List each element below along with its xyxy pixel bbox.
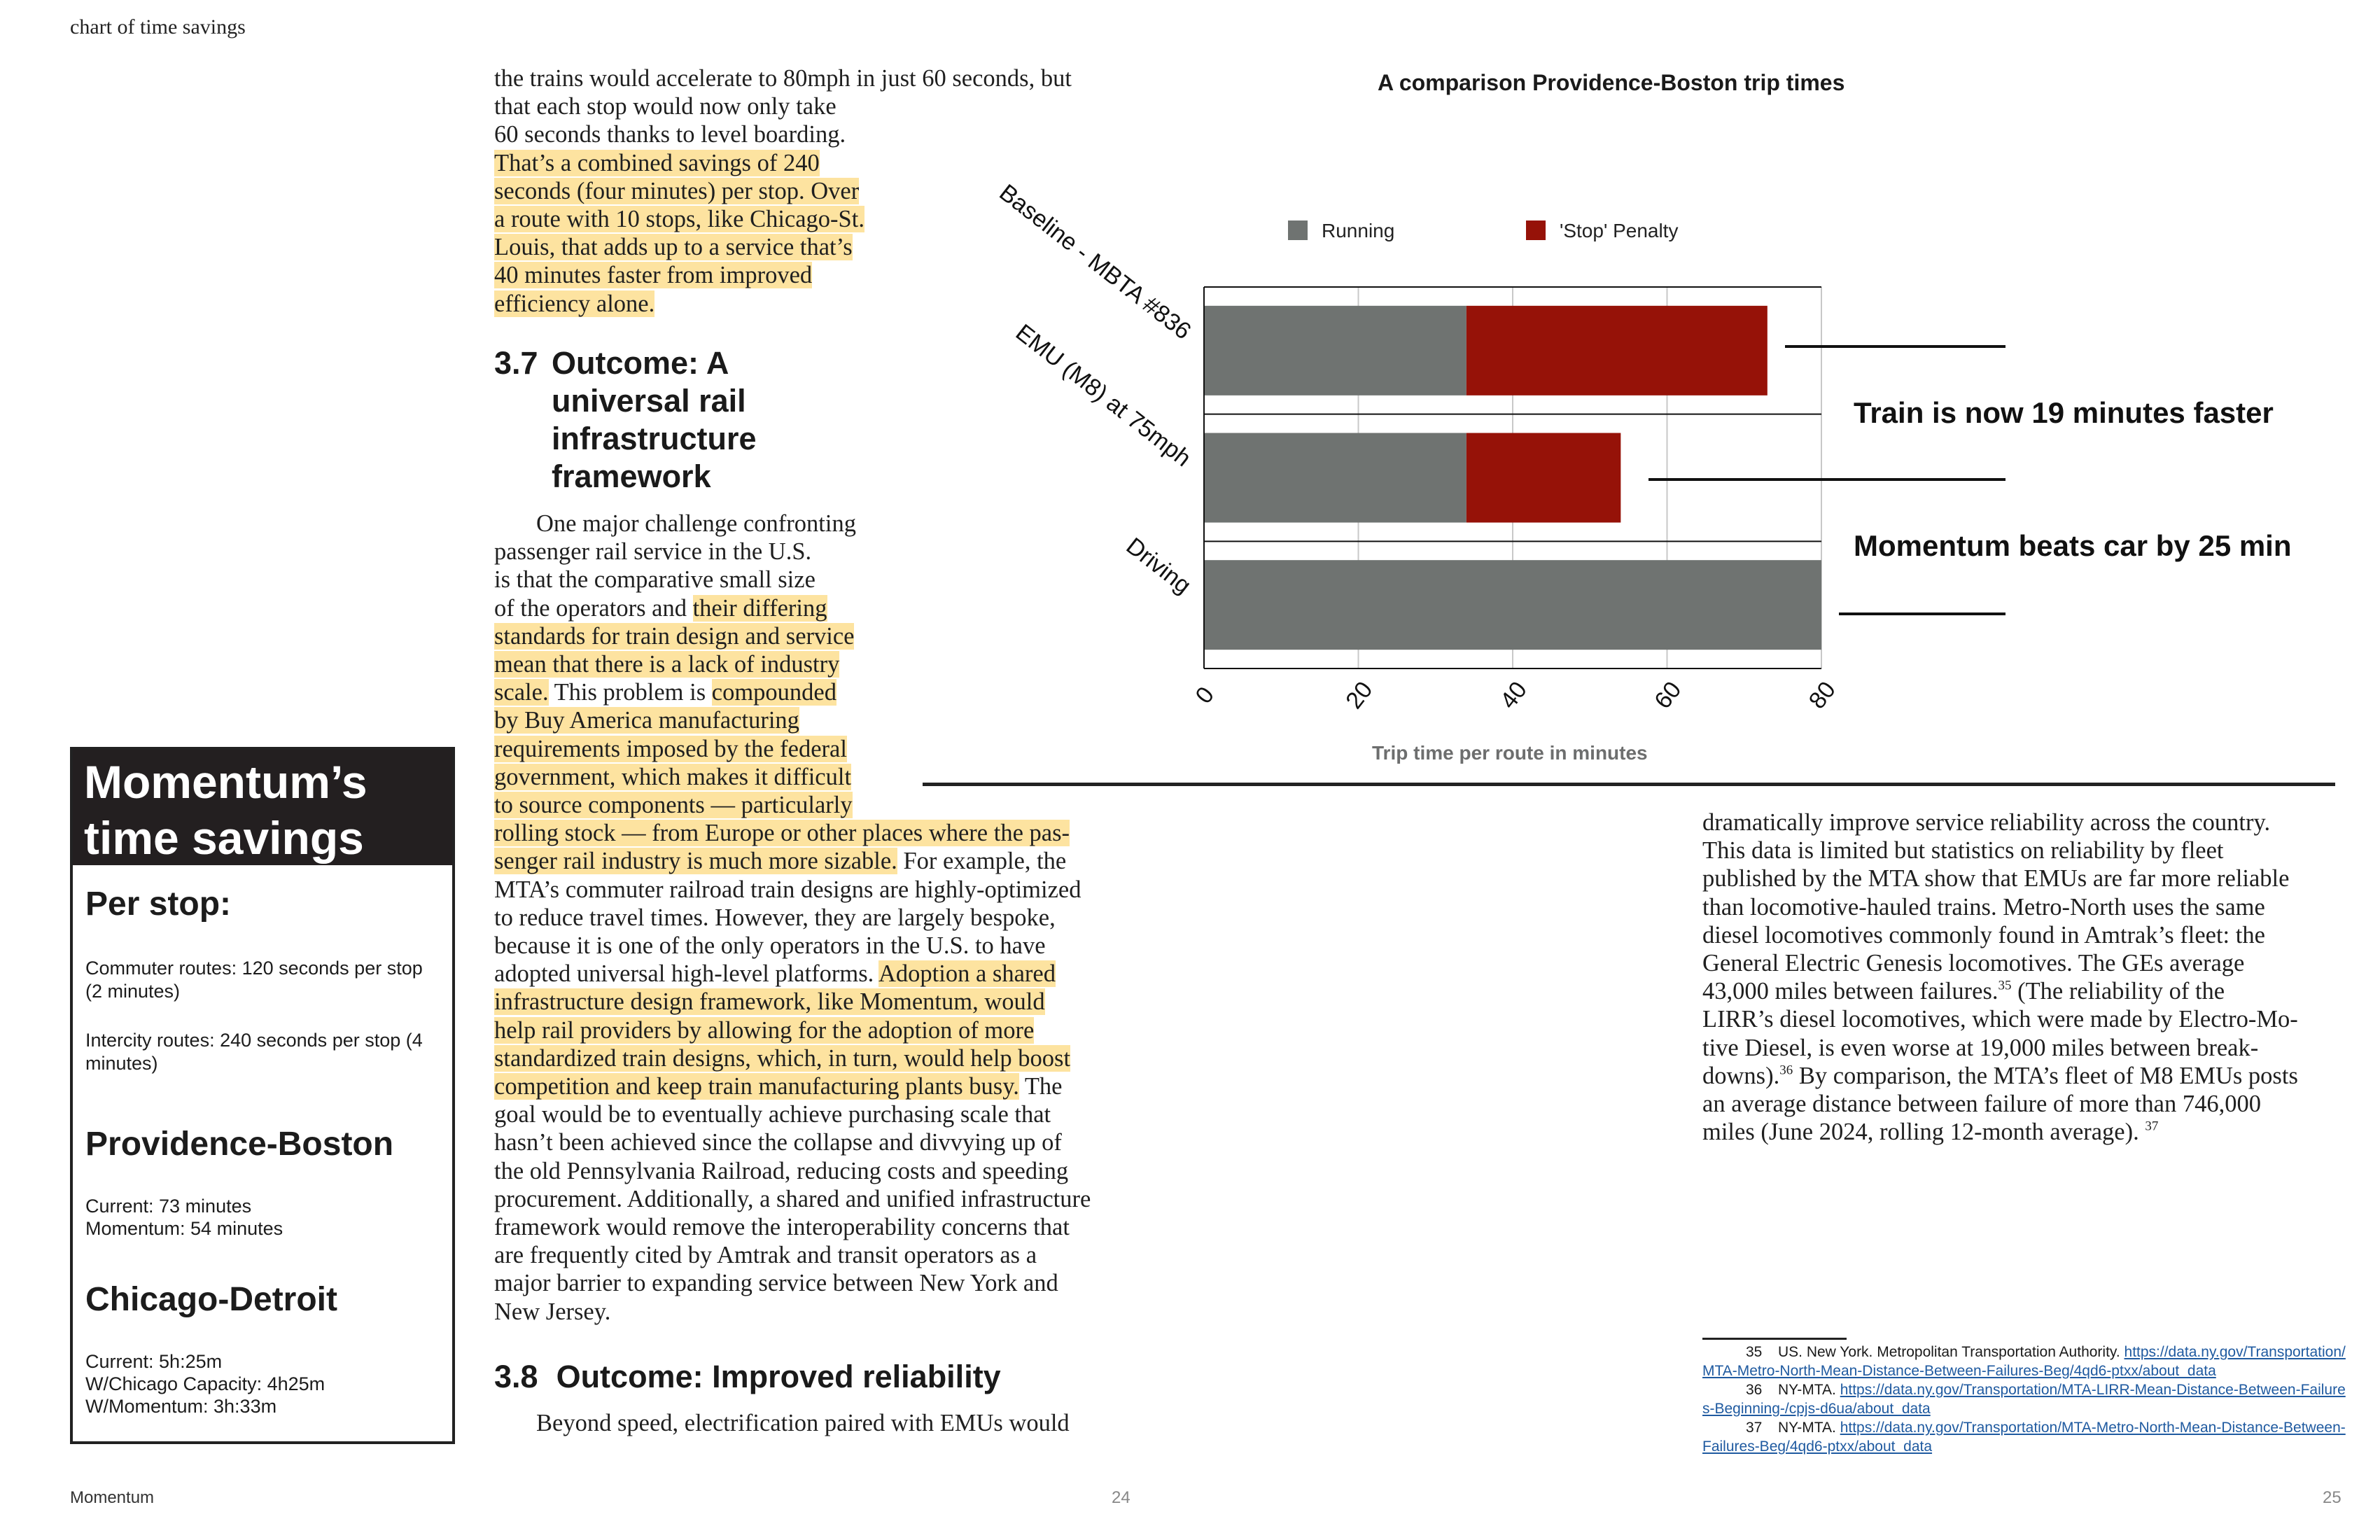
paragraph-line (1702, 836, 2346, 864)
highlighted-text: senger rail industry is much more sizable. (494, 848, 897, 875)
x-tick-label: 40 (1494, 676, 1532, 714)
paragraph-line (494, 706, 1166, 734)
text-run: diesel locomotives commonly found in Amtrak’s fleet: the (1702, 921, 2265, 948)
highlighted-text: standards for train design and service (494, 622, 855, 650)
paragraph-line (1702, 1118, 2346, 1146)
commuter-savings: Commuter routes: 120 seconds per stop (2 minutes) (85, 958, 423, 1002)
text-run: LIRR’s diesel locomotives, which were made by Electro-Mo- (1702, 1006, 2298, 1033)
paragraph-line (494, 64, 1159, 92)
category-label: EMU (M8) at 75mph (1010, 318, 1196, 472)
paragraph-line (494, 932, 1166, 960)
text-run: This problem is (548, 679, 712, 706)
paragraph-line (494, 819, 1166, 847)
paragraph-line (494, 1157, 1166, 1185)
text-run: than locomotive-hauled trains. Metro-North uses the same (1702, 893, 2265, 920)
paragraph-line (494, 763, 1166, 791)
paragraph-line (494, 1241, 1166, 1269)
cd-current: Current: 5h:25m (85, 1351, 223, 1372)
paragraph-line (494, 1016, 1166, 1044)
paragraph-line (1702, 977, 2346, 1005)
legend-swatch-stop-penalty (1526, 220, 1546, 240)
highlighted-text: requirements imposed by the federal (494, 735, 847, 762)
text-run: General Electric Genesis locomotives. The GEs average (1702, 950, 2245, 977)
paragraph-line (1702, 808, 2346, 836)
x-tick-label: 0 (1190, 682, 1220, 709)
highlighted-text: help rail providers by allowing for the adoption of more (494, 1016, 1035, 1044)
text-run: For example, the (897, 848, 1067, 875)
paragraph-line (1702, 893, 2346, 921)
text-run: is that the comparative small size (494, 566, 816, 594)
paragraph-line (494, 1072, 1166, 1100)
box-title-line: Momentum’s (84, 756, 368, 808)
text-run: (The reliability of the (2011, 978, 2225, 1005)
text-run: This data is limited but statistics on reliability by fleet (1702, 837, 2224, 864)
highlighted-text: to source components — particularly (494, 792, 853, 819)
text-run: downs). (1702, 1062, 1780, 1089)
paragraph-line: Beyond speed, electrification paired with EMUs would (536, 1410, 1070, 1436)
paragraph-line (494, 594, 1166, 622)
highlighted-text: Louis, that adds up to a service that’s (494, 234, 853, 261)
chicago-detroit-heading: Chicago-Detroit (85, 1281, 337, 1318)
text-run: New Jersey. (494, 1298, 611, 1325)
text-run: framework would remove the interoperability concerns that (494, 1214, 1070, 1241)
text-run: 60 seconds thanks to level boarding. (494, 121, 846, 148)
reliability-paragraph (1702, 808, 2346, 1146)
paragraph-line (494, 904, 1166, 932)
highlighted-text: infrastructure design framework, like Momentum, would (494, 988, 1045, 1016)
footnote-link[interactable]: https://data.ny.gov/Transportation/MTA-Metro-North-Mean-Distance-Between-Failures-Beg/4qd6-ptxx/about_data (1702, 1420, 2346, 1455)
paragraph-line (1702, 1062, 2346, 1090)
text-run: adopted universal high-level platforms. (494, 960, 878, 988)
text-run: are frequently cited by Amtrak and transit operators as a (494, 1242, 1037, 1269)
text-run: passenger rail service in the U.S. (494, 538, 812, 566)
page-number-left: 24 (1112, 1488, 1130, 1507)
paragraph-line (494, 1213, 1166, 1241)
text-run: procurement. Additionally, a shared and unified infrastructure (494, 1185, 1091, 1212)
text-run: to reduce travel times. However, they are largely bespoke, (494, 904, 1056, 931)
paragraph-line (1702, 864, 2346, 892)
legend-label: 'Stop' Penalty (1560, 220, 1679, 241)
text-run: By comparison, the MTA’s fleet of M8 EMUs posts (1793, 1062, 2298, 1089)
bar-stop-penalty (1466, 306, 1768, 396)
bar-running (1204, 306, 1466, 396)
cd-momentum: W/Momentum: 3h:33m (85, 1396, 277, 1417)
highlighted-text: compounded (711, 679, 836, 706)
paragraph-line (494, 233, 1159, 261)
per-stop-heading: Per stop: (85, 886, 232, 923)
paragraph-line (494, 510, 1166, 538)
paragraph-line (494, 92, 1159, 120)
text-run: 43,000 miles between failures. (1702, 978, 1998, 1005)
section-3-8-heading (494, 1358, 1001, 1396)
footnote-rule (1702, 1338, 1847, 1340)
paragraph-line (494, 960, 1166, 988)
paragraph-line (494, 205, 1159, 233)
paragraph-line (1702, 1034, 2346, 1062)
section-number: 3.7 (494, 345, 538, 381)
box-title-line: time savings (84, 812, 364, 864)
section-title: Outcome: A universal rail infrastructure framework (552, 345, 757, 494)
paragraph-line (1702, 1005, 2346, 1033)
x-axis-title: Trip time per route in minutes (1372, 742, 1648, 764)
highlighted-text: government, which makes it difficult (494, 763, 852, 790)
highlighted-text: a route with 10 stops, like Chicago-St. (494, 206, 864, 233)
highlighted-text: mean that there is a lack of industry (494, 651, 840, 678)
footnote-ref[interactable]: 37 (2145, 1119, 2159, 1134)
footnote-link[interactable]: https://data.ny.gov/Transportation/MTA-Metro-North-Mean-Distance-Between-Failures-Beg/4qd6-ptxx/about_data (1702, 1344, 2346, 1379)
highlighted-text: scale. (494, 679, 549, 706)
legend-stop-penalty (1526, 220, 1678, 242)
text-run: dramatically improve service reliability across the country. (1702, 809, 2271, 836)
category-label: Baseline - MBTA #836 (994, 178, 1196, 345)
paragraph-line (494, 847, 1166, 875)
text-run: an average distance between failure of more than 746,000 (1702, 1091, 2261, 1118)
highlighted-text: 40 minutes faster from improved (494, 262, 813, 289)
legend-label: Running (1322, 220, 1395, 241)
x-tick-label: 80 (1803, 676, 1841, 714)
text-run: miles (June 2024, rolling 12-month average). (1702, 1119, 2146, 1146)
footnotes (1702, 1343, 2346, 1456)
bar-running (1204, 560, 1821, 650)
text-run: MTA’s commuter railroad train designs are highly-optimized (494, 876, 1082, 903)
highlighted-text: by Buy America manufacturing (494, 707, 799, 734)
annotation-beats-car: Momentum beats car by 25 min (1854, 529, 2292, 562)
providence-boston-heading: Providence-Boston (85, 1126, 394, 1163)
section-title: Outcome: Improved reliability (556, 1359, 1001, 1394)
page-number-right: 25 (2323, 1488, 2342, 1507)
pb-current: Current: 73 minutes (85, 1196, 252, 1217)
paragraph-line (494, 650, 1166, 678)
paragraph-line (494, 149, 1159, 177)
footnote (1702, 1343, 2346, 1380)
paragraph-line (494, 678, 1166, 706)
highlighted-text: Adoption a shared (878, 960, 1056, 988)
paragraph-line (494, 735, 1166, 763)
highlighted-text: efficiency alone. (494, 290, 655, 317)
box-title (73, 750, 452, 865)
section-3-8-paragraph (494, 1409, 1166, 1437)
x-tick-label: 20 (1340, 676, 1378, 714)
paragraph-line (494, 290, 1159, 318)
legend-running (1288, 220, 1394, 242)
pb-momentum: Momentum: 54 minutes (85, 1218, 284, 1239)
highlighted-text: rolling stock — from Europe or other places where the pas- (494, 820, 1070, 847)
paragraph-line (494, 1185, 1166, 1213)
text-run: that each stop would now only take (494, 93, 836, 120)
paragraph-line (494, 622, 1166, 650)
text-run: the old Pennsylvania Railroad, reducing costs and speeding (494, 1157, 1069, 1184)
paragraph-line (494, 1298, 1166, 1326)
footnote-ref[interactable]: 35 (1998, 978, 2012, 993)
running-head: chart of time savings (70, 15, 246, 38)
category-label: Driving (1121, 532, 1196, 599)
paragraph-line (1702, 949, 2346, 977)
bar-running (1204, 433, 1466, 523)
text-run: of the operators and (494, 594, 693, 622)
footer-title: Momentum (70, 1488, 155, 1507)
text-run: because it is one of the only operators in the U.S. to have (494, 932, 1046, 960)
bar-stop-penalty (1466, 433, 1621, 523)
text-run: goal would be to eventually achieve purchasing scale that (494, 1101, 1051, 1128)
paragraph-line (494, 1128, 1166, 1156)
time-savings-box (70, 747, 455, 1444)
paragraph-line (494, 261, 1159, 289)
cd-capacity: W/Chicago Capacity: 4h25m (85, 1373, 326, 1394)
text-run: tive Diesel, is even worse at 19,000 miles between break- (1702, 1034, 2259, 1061)
paragraph-line (494, 988, 1166, 1016)
paragraph-line (1702, 1090, 2346, 1118)
highlighted-text: their differing (692, 594, 827, 622)
text-run: major barrier to expanding service between New York and (494, 1270, 1058, 1297)
footnote-number: 35 (1746, 1344, 1763, 1360)
section-number: 3.8 (494, 1359, 538, 1394)
paragraph-line (494, 1269, 1166, 1297)
annotation-train-faster: Train is now 19 minutes faster (1854, 396, 2274, 429)
footnote-text: NY-MTA. (1778, 1382, 1840, 1398)
x-tick-label: 60 (1649, 676, 1687, 714)
paragraph-line (494, 1100, 1166, 1128)
intro-paragraph (494, 64, 1159, 318)
footnote (1702, 1418, 2346, 1456)
footnote-ref[interactable]: 36 (1779, 1063, 1793, 1078)
paragraph-line (494, 791, 1166, 819)
text-run: published by the MTA show that EMUs are far more reliable (1702, 865, 2290, 892)
text-run: The (1018, 1073, 1063, 1100)
paragraph-line (1702, 921, 2346, 949)
paragraph-line (494, 1044, 1166, 1072)
paragraph-line (494, 876, 1166, 904)
footnote-text: US. New York. Metropolitan Transportation Authority. (1778, 1344, 2124, 1360)
text-run: hasn’t been achieved since the collapse and divvying up of (494, 1129, 1062, 1156)
legend-swatch-running (1288, 220, 1308, 240)
highlighted-text: That’s a combined savings of 240 (494, 149, 820, 176)
paragraph-line (494, 177, 1159, 205)
paragraph-line (494, 566, 1166, 594)
footnote-text: NY-MTA. (1778, 1420, 1840, 1436)
section-divider (923, 783, 2335, 786)
footnote-number: 37 (1746, 1420, 1763, 1436)
highlighted-text: seconds (four minutes) per stop. Over (494, 177, 860, 204)
text-run: One major challenge confronting (536, 510, 856, 537)
highlighted-text: standardized train designs, which, in turn, would help boost (494, 1044, 1071, 1072)
chart-title: A comparison Providence-Boston trip times (1378, 70, 1845, 95)
footnote-number: 36 (1746, 1382, 1763, 1398)
footnote-link[interactable]: https://data.ny.gov/Transportation/MTA-LIRR-Mean-Distance-Between-Failures-Beginning-/cpjs-d6ua/about_data (1702, 1382, 2346, 1417)
highlighted-text: competition and keep train manufacturing plants busy. (494, 1073, 1019, 1100)
text-run: the trains would accelerate to 80mph in just 60 seconds, but (494, 65, 1072, 92)
paragraph-line (494, 538, 1166, 566)
body-paragraph (494, 510, 1166, 1326)
paragraph-line (494, 120, 1159, 148)
footnote (1702, 1380, 2346, 1418)
intercity-savings: Intercity routes: 240 seconds per stop (4 minutes) (85, 1030, 423, 1074)
